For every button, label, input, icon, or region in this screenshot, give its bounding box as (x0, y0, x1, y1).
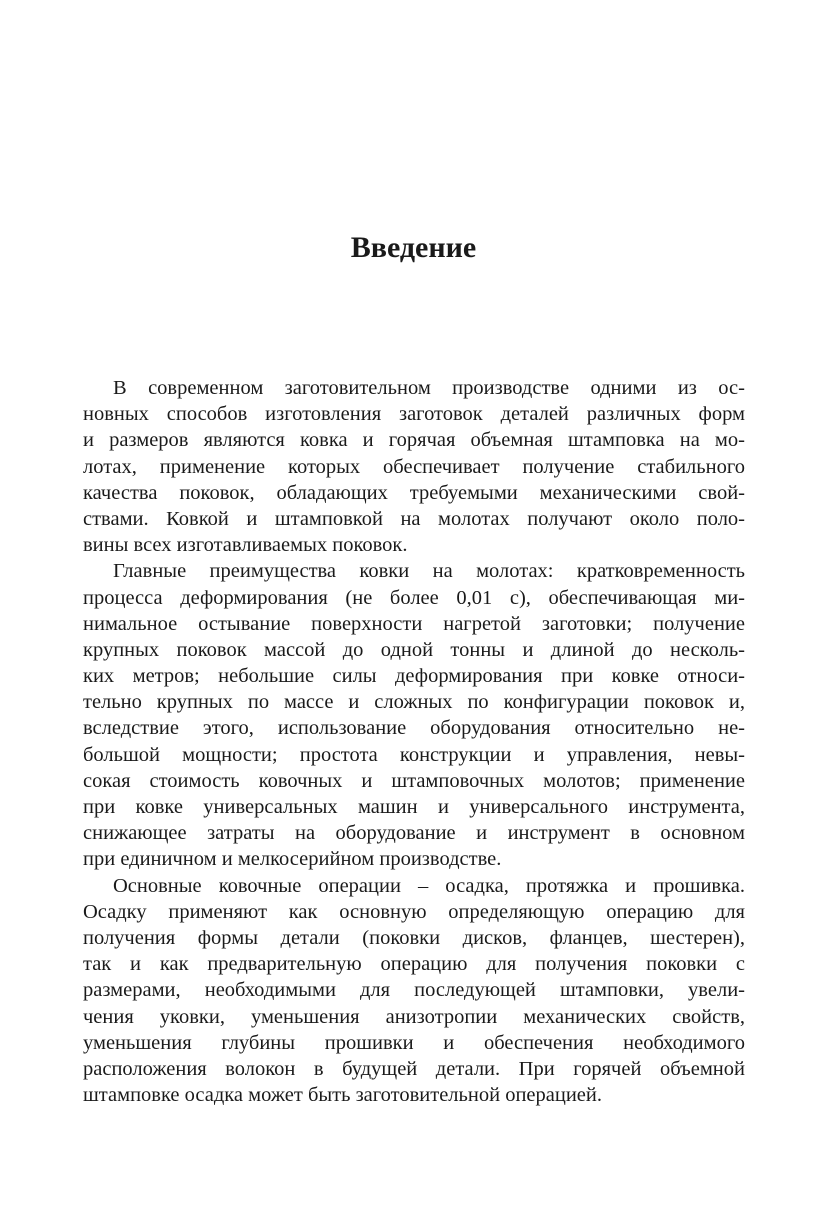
text-line: процесса деформирования (не более 0,01 с), обеспечивающая ми- (83, 586, 745, 609)
text-line: Осадку применяют как основную определяющую операцию для (83, 900, 745, 923)
text-line: тельно крупных по массе и сложных по конфигурации поковок и, (83, 691, 745, 714)
text-line: В современном заготовительном производстве одними из ос- (113, 377, 745, 399)
text-line: качества поковок, обладающих требуемыми механическими свой- (83, 481, 745, 504)
text-line: ствами. Ковкой и штамповкой на молотах получают около поло- (83, 507, 745, 530)
text-line: и размеров являются ковка и горячая объемная штамповка на мо- (83, 429, 745, 452)
text-line: большой мощности; простота конструкции и управления, невы- (83, 743, 745, 766)
text-line: снижающее затраты на оборудование и инструмент в основном (83, 822, 745, 845)
text-line: вследствие этого, использование оборудования относительно не- (83, 717, 745, 740)
text-line: получения формы детали (поковки дисков, фланцев, шестерен), (83, 926, 745, 949)
text-line: сокая стоимость ковочных и штамповочных молотов; применение (83, 769, 745, 792)
text-line: новных способов изготовления заготовок деталей различных форм (83, 403, 745, 426)
text-line: так и как предварительную операцию для получения поковки с (83, 953, 745, 976)
text-line: штамповке осадка может быть заготовительной операцией. (83, 1084, 602, 1107)
text-line: ких метров; небольшие силы деформирования при ковке относи- (83, 665, 745, 688)
text-line: при ковке универсальных машин и универсального инструмента, (83, 796, 745, 818)
text-line: при единичном и мелкосерийном производстве. (83, 848, 502, 871)
text-line: чения уковки, уменьшения анизотропии механических свойств, (83, 1005, 745, 1028)
text-line: крупных поковок массой до одной тонны и длиной до несколь- (83, 638, 745, 661)
text-line: Главные преимущества ковки на молотах: кратковременность (113, 560, 745, 583)
text-line: нимальное остывание поверхности нагретой заготовки; получение (83, 612, 745, 635)
body-text (83, 375, 745, 1108)
text-line: размерами, необходимыми для последующей штамповки, увели- (83, 979, 745, 1002)
text-line: уменьшения глубины прошивки и обеспечения необходимого (83, 1031, 745, 1054)
text-line: лотах, применение которых обеспечивает получение стабильного (83, 455, 745, 478)
text-line: вины всех изготавливаемых поковок. (83, 534, 408, 557)
text-line: расположения волокон в будущей детали. При горячей объемной (83, 1057, 745, 1080)
text-line: Основные ковочные операции – осадка, протяжка и прошивка. (113, 874, 745, 897)
page-title: Введение (350, 231, 477, 264)
